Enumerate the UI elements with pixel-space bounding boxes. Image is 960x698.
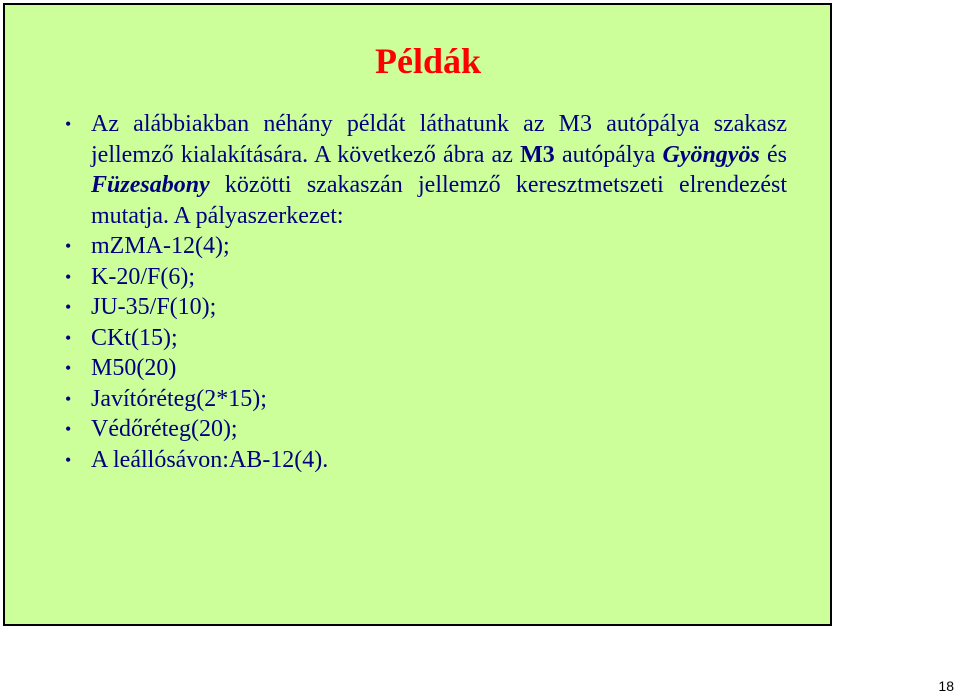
list-item <box>61 414 787 445</box>
bullet-icon: • <box>65 449 72 470</box>
page-number: 18 <box>938 678 954 694</box>
intro-paragraph <box>61 109 787 231</box>
bullet-icon: • <box>65 419 72 439</box>
list-item-text: CKt(15); <box>91 324 178 351</box>
bullet-icon: • <box>65 388 72 409</box>
bullet-icon: • <box>65 297 72 317</box>
bullet-list <box>61 109 787 475</box>
bullet-icon: • <box>65 358 72 378</box>
list-item-text: JU-35/F(10); <box>91 294 217 320</box>
slide-content <box>61 109 787 475</box>
paragraph-text-1: Az alábbiakban néhány példát láthatunk az M3 autópálya szakasz jellemző kialakítására. A következő ábra az <box>91 111 787 168</box>
bullet-icon: • <box>65 266 72 287</box>
list-item-text: mZMA-12(4); <box>91 233 230 259</box>
paragraph-text-3: és <box>759 141 787 168</box>
list-item-text: Védőréteg(20); <box>91 416 238 442</box>
list-item <box>61 445 787 476</box>
list-item <box>61 231 787 262</box>
list-item <box>61 262 787 293</box>
slide-title: Példák <box>374 41 481 81</box>
list-item-text: K-20/F(6); <box>91 263 195 290</box>
paragraph-text-4: közötti szakaszán jellemző keresztmetszeti elrendezést mutatja. A pályaszerkezet: <box>91 172 787 229</box>
list-item <box>61 384 787 415</box>
list-item-text: Javítóréteg(2*15); <box>91 385 267 412</box>
list-item-text: M50(20) <box>91 355 177 381</box>
paragraph-text-2: autópálya <box>554 141 663 168</box>
list-item <box>61 353 787 384</box>
bullet-icon: • <box>65 114 72 134</box>
list-item <box>61 323 787 354</box>
slide <box>3 3 832 626</box>
bullet-icon: • <box>65 327 72 348</box>
list-item-text: A leállósávon:AB-12(4). <box>91 446 329 473</box>
paragraph-gyongyos: Gyöngyös <box>662 141 760 168</box>
list-item <box>61 292 787 323</box>
paragraph-m3: M3 <box>520 141 555 168</box>
paragraph-fuzesabony: Füzesabony <box>91 172 210 198</box>
bullet-icon: • <box>65 236 72 256</box>
